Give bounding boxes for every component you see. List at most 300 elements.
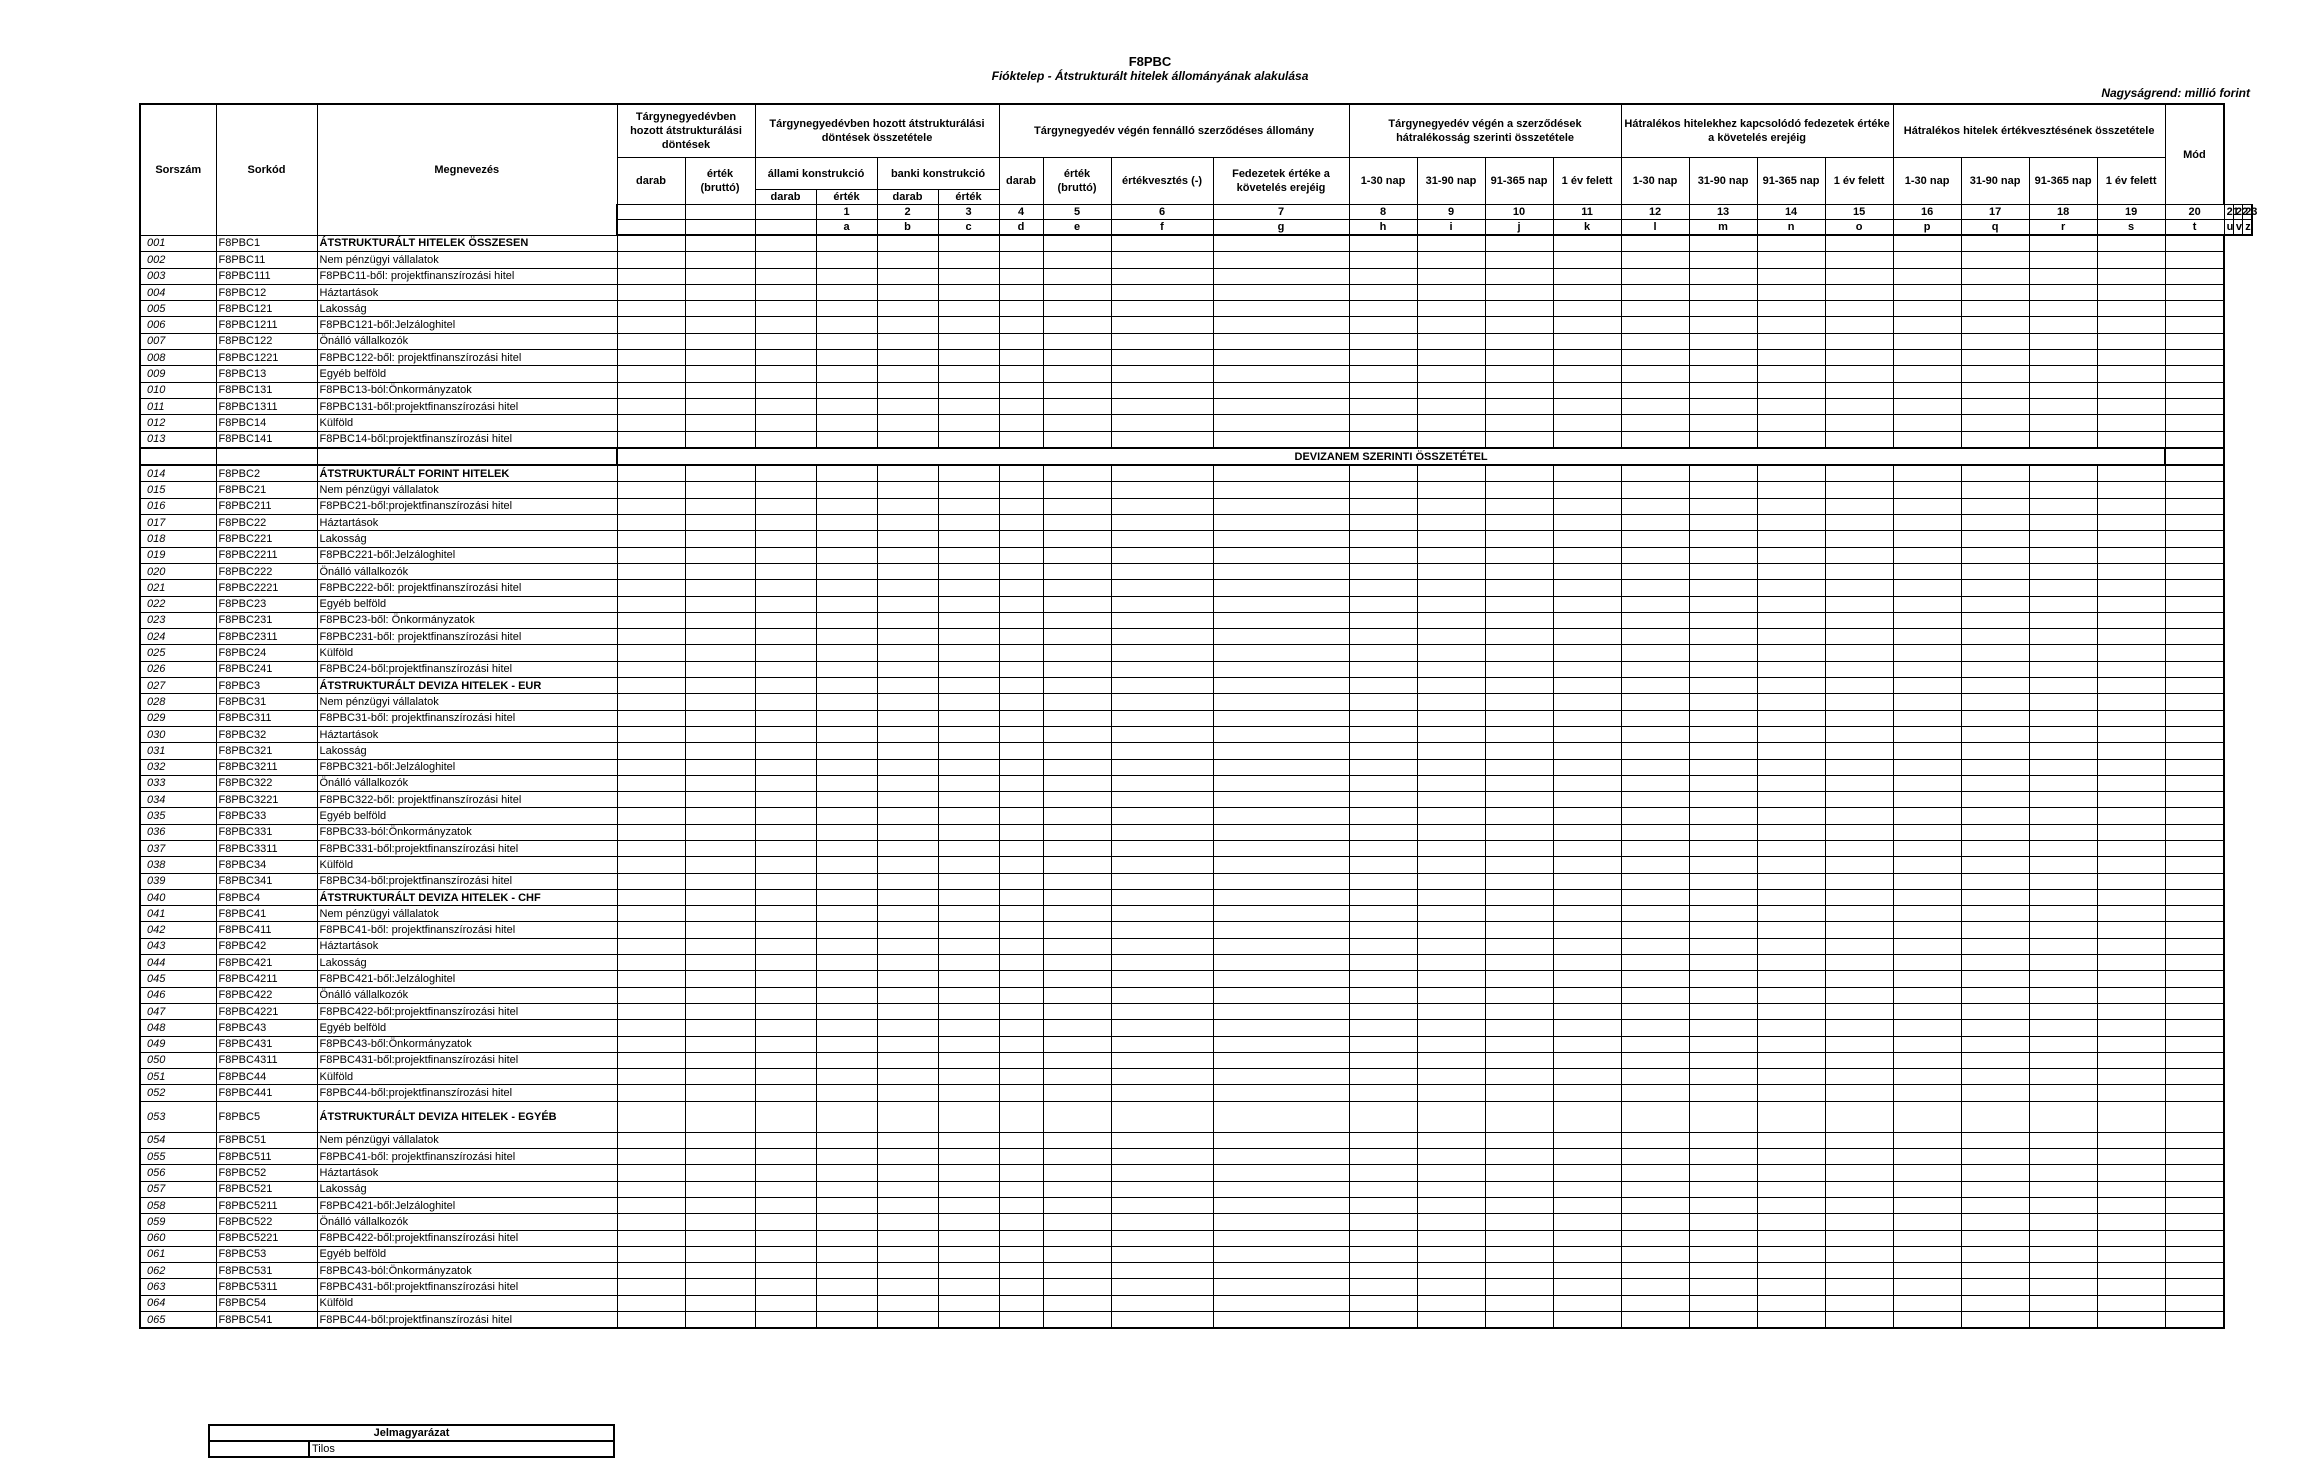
data-cell[interactable] [1689,661,1757,677]
data-cell[interactable] [1485,301,1553,317]
data-cell[interactable] [1689,1149,1757,1165]
data-cell[interactable] [1689,317,1757,333]
data-cell[interactable] [938,987,999,1003]
data-cell[interactable] [1825,465,1893,482]
data-cell[interactable] [1485,350,1553,366]
data-cell[interactable] [1043,252,1111,268]
data-cell[interactable] [938,1197,999,1213]
data-cell[interactable] [685,612,755,628]
data-cell[interactable] [617,1165,685,1181]
data-cell[interactable] [755,1230,816,1246]
data-cell[interactable] [877,726,938,742]
data-cell[interactable] [1213,857,1349,873]
data-cell[interactable] [1893,1020,1961,1036]
data-cell[interactable] [1349,840,1417,856]
data-cell[interactable] [1417,465,1485,482]
data-cell[interactable] [2165,431,2224,448]
data-cell[interactable] [1553,465,1621,482]
data-cell[interactable] [999,857,1043,873]
data-cell[interactable] [1553,398,1621,414]
data-cell[interactable] [685,792,755,808]
data-cell[interactable] [1893,333,1961,349]
data-cell[interactable] [1825,971,1893,987]
data-cell[interactable] [1961,629,2029,645]
data-cell[interactable] [2097,743,2165,759]
data-cell[interactable] [1111,1085,1213,1101]
data-cell[interactable] [2097,1197,2165,1213]
data-cell[interactable] [1893,645,1961,661]
data-cell[interactable] [1893,531,1961,547]
data-cell[interactable] [1757,301,1825,317]
data-cell[interactable] [755,1165,816,1181]
data-cell[interactable] [2165,1312,2224,1329]
data-cell[interactable] [1553,955,1621,971]
data-cell[interactable] [938,252,999,268]
data-cell[interactable] [1417,498,1485,514]
data-cell[interactable] [1553,1214,1621,1230]
data-cell[interactable] [755,1246,816,1262]
data-cell[interactable] [685,873,755,889]
data-cell[interactable] [1213,743,1349,759]
data-cell[interactable] [755,726,816,742]
data-cell[interactable] [1043,531,1111,547]
data-cell[interactable] [1485,235,1553,252]
data-cell[interactable] [1417,415,1485,431]
data-cell[interactable] [685,284,755,300]
data-cell[interactable] [617,531,685,547]
data-cell[interactable] [1043,694,1111,710]
data-cell[interactable] [938,873,999,889]
data-cell[interactable] [1485,1312,1553,1329]
data-cell[interactable] [2165,694,2224,710]
data-cell[interactable] [755,678,816,694]
data-cell[interactable] [1485,1295,1553,1311]
data-cell[interactable] [2165,596,2224,612]
data-cell[interactable] [1689,792,1757,808]
data-cell[interactable] [1689,350,1757,366]
data-cell[interactable] [1825,987,1893,1003]
data-cell[interactable] [755,1132,816,1148]
data-cell[interactable] [1213,955,1349,971]
data-cell[interactable] [1485,284,1553,300]
data-cell[interactable] [1043,515,1111,531]
data-cell[interactable] [1043,268,1111,284]
data-cell[interactable] [1689,857,1757,873]
data-cell[interactable] [1213,580,1349,596]
data-cell[interactable] [816,366,877,382]
data-cell[interactable] [877,678,938,694]
data-cell[interactable] [1621,971,1689,987]
data-cell[interactable] [1825,955,1893,971]
data-cell[interactable] [1961,840,2029,856]
data-cell[interactable] [1689,268,1757,284]
data-cell[interactable] [2097,1295,2165,1311]
data-cell[interactable] [877,350,938,366]
data-cell[interactable] [1417,580,1485,596]
data-cell[interactable] [685,382,755,398]
data-cell[interactable] [755,661,816,677]
data-cell[interactable] [1825,612,1893,628]
data-cell[interactable] [1485,824,1553,840]
data-cell[interactable] [999,1132,1043,1148]
data-cell[interactable] [755,1295,816,1311]
data-cell[interactable] [1961,1279,2029,1295]
data-cell[interactable] [1961,333,2029,349]
data-cell[interactable] [1349,1197,1417,1213]
data-cell[interactable] [755,301,816,317]
data-cell[interactable] [1111,1312,1213,1329]
data-cell[interactable] [1111,531,1213,547]
data-cell[interactable] [938,661,999,677]
data-cell[interactable] [999,482,1043,498]
data-cell[interactable] [1485,987,1553,1003]
data-cell[interactable] [1213,694,1349,710]
data-cell[interactable] [1349,743,1417,759]
data-cell[interactable] [2165,366,2224,382]
data-cell[interactable] [938,515,999,531]
data-cell[interactable] [755,792,816,808]
data-cell[interactable] [1417,938,1485,954]
data-cell[interactable] [617,482,685,498]
data-cell[interactable] [1213,268,1349,284]
data-cell[interactable] [1043,498,1111,514]
data-cell[interactable] [617,580,685,596]
data-cell[interactable] [1893,987,1961,1003]
data-cell[interactable] [999,580,1043,596]
data-cell[interactable] [938,678,999,694]
data-cell[interactable] [1757,382,1825,398]
data-cell[interactable] [1213,971,1349,987]
data-cell[interactable] [938,482,999,498]
data-cell[interactable] [1621,431,1689,448]
data-cell[interactable] [1757,415,1825,431]
data-cell[interactable] [1893,938,1961,954]
data-cell[interactable] [1213,515,1349,531]
data-cell[interactable] [877,252,938,268]
data-cell[interactable] [1621,775,1689,791]
data-cell[interactable] [685,759,755,775]
data-cell[interactable] [2029,482,2097,498]
data-cell[interactable] [1825,235,1893,252]
data-cell[interactable] [1417,382,1485,398]
data-cell[interactable] [1417,431,1485,448]
data-cell[interactable] [999,808,1043,824]
data-cell[interactable] [617,840,685,856]
data-cell[interactable] [1043,1020,1111,1036]
data-cell[interactable] [1621,808,1689,824]
data-cell[interactable] [2029,498,2097,514]
data-cell[interactable] [1485,415,1553,431]
data-cell[interactable] [877,1052,938,1068]
data-cell[interactable] [1621,531,1689,547]
data-cell[interactable] [1213,596,1349,612]
data-cell[interactable] [755,987,816,1003]
data-cell[interactable] [1689,382,1757,398]
data-cell[interactable] [617,743,685,759]
data-cell[interactable] [2029,515,2097,531]
data-cell[interactable] [2097,645,2165,661]
data-cell[interactable] [877,547,938,563]
data-cell[interactable] [1485,726,1553,742]
data-cell[interactable] [685,857,755,873]
data-cell[interactable] [1111,645,1213,661]
data-cell[interactable] [816,350,877,366]
data-cell[interactable] [999,726,1043,742]
data-cell[interactable] [1553,792,1621,808]
data-cell[interactable] [1349,333,1417,349]
data-cell[interactable] [1111,938,1213,954]
data-cell[interactable] [1689,759,1757,775]
data-cell[interactable] [1553,268,1621,284]
data-cell[interactable] [1043,1149,1111,1165]
data-cell[interactable] [816,889,877,905]
data-cell[interactable] [1111,743,1213,759]
data-cell[interactable] [2165,873,2224,889]
data-cell[interactable] [1689,906,1757,922]
data-cell[interactable] [685,824,755,840]
data-cell[interactable] [2165,515,2224,531]
data-cell[interactable] [1621,906,1689,922]
data-cell[interactable] [1111,482,1213,498]
data-cell[interactable] [685,531,755,547]
data-cell[interactable] [1349,1069,1417,1085]
data-cell[interactable] [1893,678,1961,694]
data-cell[interactable] [2165,824,2224,840]
data-cell[interactable] [1485,1263,1553,1279]
data-cell[interactable] [2165,906,2224,922]
data-cell[interactable] [1621,482,1689,498]
data-cell[interactable] [1621,1230,1689,1246]
data-cell[interactable] [2165,1214,2224,1230]
data-cell[interactable] [938,759,999,775]
data-cell[interactable] [1485,1101,1553,1132]
data-cell[interactable] [1757,1165,1825,1181]
data-cell[interactable] [2165,563,2224,579]
data-cell[interactable] [1825,1052,1893,1068]
data-cell[interactable] [617,678,685,694]
data-cell[interactable] [1213,284,1349,300]
data-cell[interactable] [1961,792,2029,808]
data-cell[interactable] [999,743,1043,759]
data-cell[interactable] [685,268,755,284]
data-cell[interactable] [877,498,938,514]
data-cell[interactable] [816,792,877,808]
data-cell[interactable] [938,792,999,808]
data-cell[interactable] [1621,382,1689,398]
data-cell[interactable] [999,431,1043,448]
data-cell[interactable] [685,645,755,661]
data-cell[interactable] [755,1101,816,1132]
data-cell[interactable] [1689,1165,1757,1181]
data-cell[interactable] [1349,431,1417,448]
data-cell[interactable] [1825,726,1893,742]
data-cell[interactable] [617,1101,685,1132]
data-cell[interactable] [2165,1020,2224,1036]
data-cell[interactable] [2165,1085,2224,1101]
data-cell[interactable] [685,498,755,514]
data-cell[interactable] [1961,938,2029,954]
data-cell[interactable] [1893,661,1961,677]
data-cell[interactable] [2097,955,2165,971]
data-cell[interactable] [1893,382,1961,398]
data-cell[interactable] [1553,1279,1621,1295]
data-cell[interactable] [1043,1165,1111,1181]
data-cell[interactable] [1485,1197,1553,1213]
data-cell[interactable] [1213,563,1349,579]
data-cell[interactable] [1111,235,1213,252]
data-cell[interactable] [755,515,816,531]
data-cell[interactable] [1825,268,1893,284]
data-cell[interactable] [617,661,685,677]
data-cell[interactable] [617,268,685,284]
data-cell[interactable] [1043,889,1111,905]
data-cell[interactable] [1349,1003,1417,1019]
data-cell[interactable] [877,1197,938,1213]
data-cell[interactable] [1825,1020,1893,1036]
data-cell[interactable] [1757,808,1825,824]
data-cell[interactable] [1757,775,1825,791]
data-cell[interactable] [938,235,999,252]
data-cell[interactable] [755,482,816,498]
data-cell[interactable] [816,840,877,856]
data-cell[interactable] [685,252,755,268]
data-cell[interactable] [1213,612,1349,628]
data-cell[interactable] [617,710,685,726]
data-cell[interactable] [1621,857,1689,873]
data-cell[interactable] [1689,580,1757,596]
data-cell[interactable] [1757,694,1825,710]
data-cell[interactable] [999,759,1043,775]
data-cell[interactable] [1417,971,1485,987]
data-cell[interactable] [1553,596,1621,612]
data-cell[interactable] [2097,938,2165,954]
data-cell[interactable] [1757,235,1825,252]
data-cell[interactable] [816,252,877,268]
data-cell[interactable] [877,1312,938,1329]
data-cell[interactable] [1043,366,1111,382]
data-cell[interactable] [685,350,755,366]
data-cell[interactable] [1111,759,1213,775]
data-cell[interactable] [2029,415,2097,431]
data-cell[interactable] [2029,726,2097,742]
data-cell[interactable] [755,350,816,366]
data-cell[interactable] [1417,987,1485,1003]
data-cell[interactable] [1961,1020,2029,1036]
data-cell[interactable] [617,1197,685,1213]
data-cell[interactable] [1043,922,1111,938]
data-cell[interactable] [1621,955,1689,971]
data-cell[interactable] [1417,955,1485,971]
data-cell[interactable] [999,515,1043,531]
data-cell[interactable] [1553,938,1621,954]
data-cell[interactable] [755,317,816,333]
data-cell[interactable] [1961,465,2029,482]
data-cell[interactable] [755,889,816,905]
data-cell[interactable] [1213,531,1349,547]
data-cell[interactable] [1485,1165,1553,1181]
data-cell[interactable] [1417,482,1485,498]
data-cell[interactable] [1349,938,1417,954]
data-cell[interactable] [1825,694,1893,710]
data-cell[interactable] [1689,333,1757,349]
data-cell[interactable] [1893,1165,1961,1181]
data-cell[interactable] [2097,1132,2165,1148]
data-cell[interactable] [2029,645,2097,661]
data-cell[interactable] [2097,415,2165,431]
data-cell[interactable] [816,808,877,824]
data-cell[interactable] [1689,1263,1757,1279]
data-cell[interactable] [1553,743,1621,759]
data-cell[interactable] [2097,857,2165,873]
data-cell[interactable] [1825,1279,1893,1295]
data-cell[interactable] [1689,1197,1757,1213]
data-cell[interactable] [816,710,877,726]
data-cell[interactable] [1111,906,1213,922]
data-cell[interactable] [2097,629,2165,645]
data-cell[interactable] [2165,645,2224,661]
data-cell[interactable] [1043,317,1111,333]
data-cell[interactable] [2029,1263,2097,1279]
data-cell[interactable] [2165,889,2224,905]
data-cell[interactable] [685,515,755,531]
data-cell[interactable] [1825,350,1893,366]
data-cell[interactable] [877,971,938,987]
data-cell[interactable] [1213,792,1349,808]
data-cell[interactable] [1757,1003,1825,1019]
data-cell[interactable] [2029,612,2097,628]
data-cell[interactable] [617,563,685,579]
data-cell[interactable] [1825,1069,1893,1085]
data-cell[interactable] [1349,284,1417,300]
data-cell[interactable] [1485,938,1553,954]
data-cell[interactable] [2029,1165,2097,1181]
data-cell[interactable] [1621,563,1689,579]
data-cell[interactable] [1621,1197,1689,1213]
data-cell[interactable] [1689,1214,1757,1230]
data-cell[interactable] [1213,333,1349,349]
data-cell[interactable] [1485,398,1553,414]
data-cell[interactable] [2029,1230,2097,1246]
data-cell[interactable] [1961,726,2029,742]
data-cell[interactable] [1757,906,1825,922]
data-cell[interactable] [1553,547,1621,563]
data-cell[interactable] [617,1279,685,1295]
data-cell[interactable] [1621,1020,1689,1036]
data-cell[interactable] [1213,252,1349,268]
data-cell[interactable] [1417,1101,1485,1132]
data-cell[interactable] [1043,971,1111,987]
data-cell[interactable] [2165,792,2224,808]
data-cell[interactable] [1621,629,1689,645]
data-cell[interactable] [816,612,877,628]
data-cell[interactable] [2165,1295,2224,1311]
data-cell[interactable] [1417,547,1485,563]
data-cell[interactable] [1349,1246,1417,1262]
data-cell[interactable] [2029,661,2097,677]
data-cell[interactable] [1757,1149,1825,1165]
data-cell[interactable] [816,759,877,775]
data-cell[interactable] [755,743,816,759]
data-cell[interactable] [1553,366,1621,382]
data-cell[interactable] [2029,235,2097,252]
data-cell[interactable] [877,284,938,300]
data-cell[interactable] [999,1197,1043,1213]
data-cell[interactable] [1349,808,1417,824]
data-cell[interactable] [2097,1003,2165,1019]
data-cell[interactable] [1961,906,2029,922]
data-cell[interactable] [1349,531,1417,547]
data-cell[interactable] [1621,268,1689,284]
